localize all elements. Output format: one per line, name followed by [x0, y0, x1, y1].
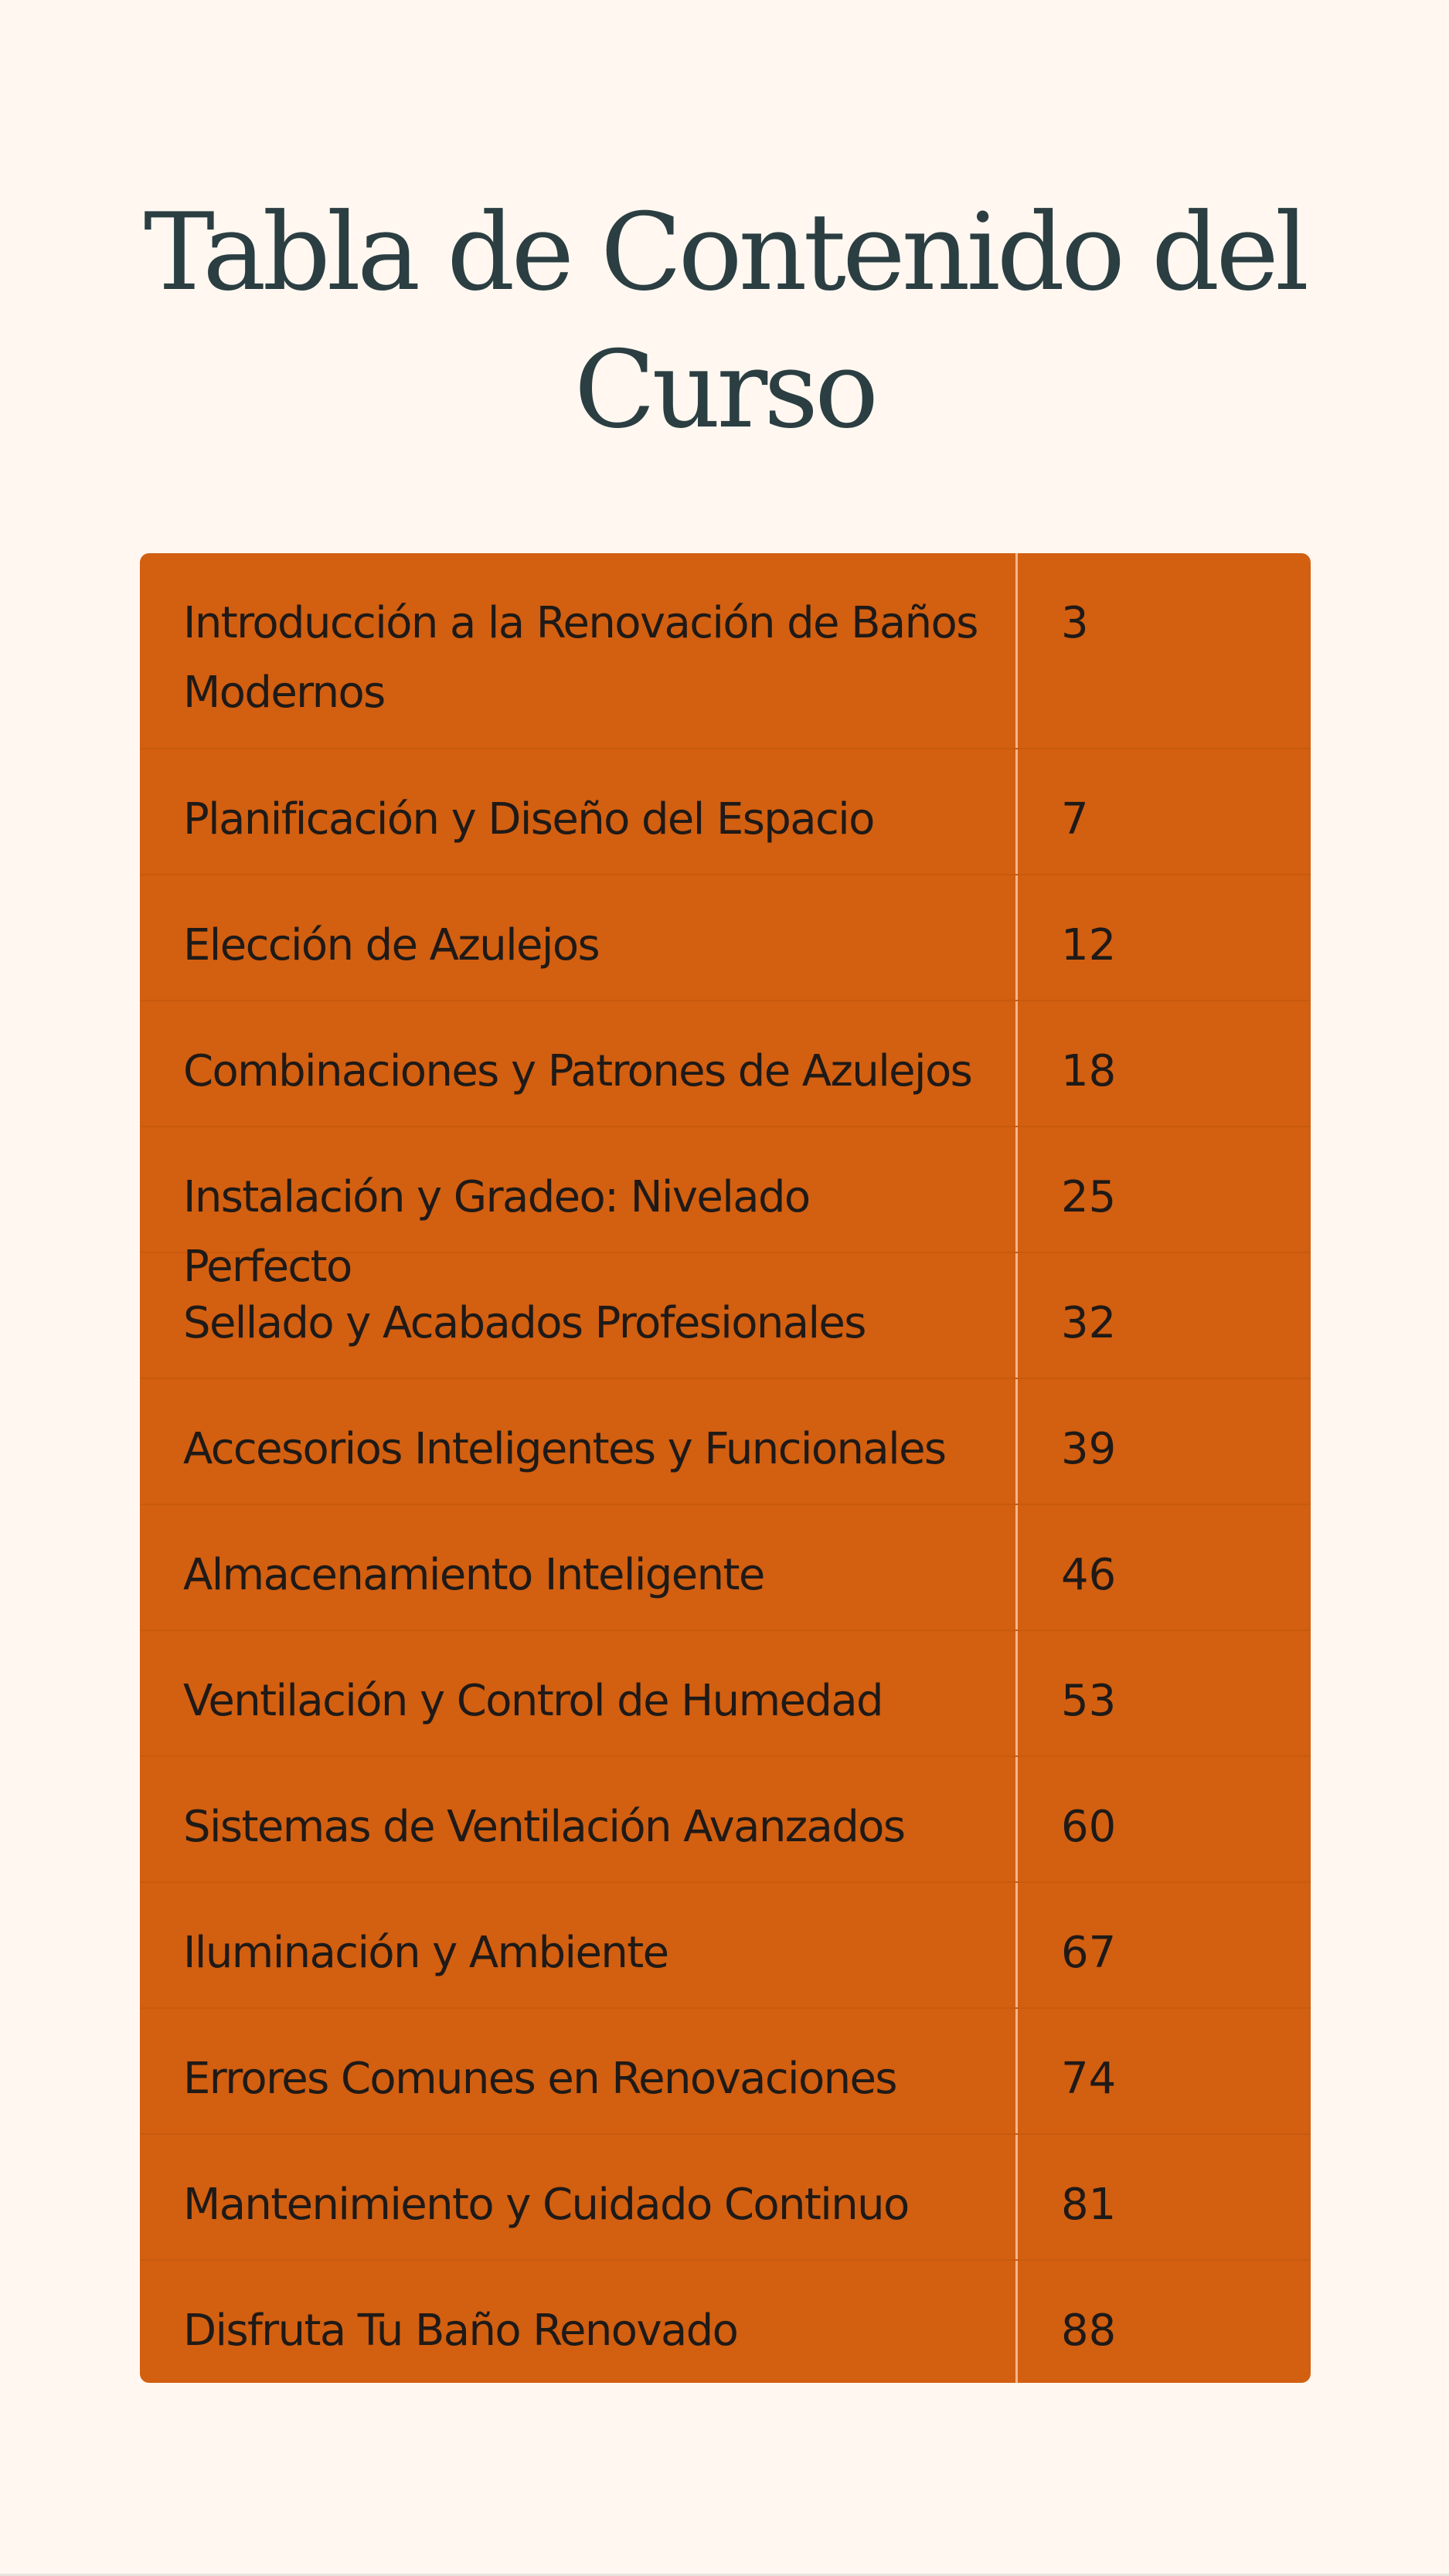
chapter-title: Disfruta Tu Baño Renovado — [183, 2306, 738, 2356]
chapter-title: Mantenimiento y Cuidado Continuo — [183, 2180, 909, 2230]
chapter-title: Sistemas de Ventilación Avanzados — [183, 1802, 905, 1852]
table-row[interactable] — [140, 1001, 1311, 1127]
table-row[interactable] — [140, 1883, 1311, 2009]
page-number: 46 — [1061, 1550, 1117, 1600]
page-number: 7 — [1061, 794, 1089, 845]
chapter-title: Ventilación y Control de Humedad — [183, 1676, 883, 1726]
page-number: 88 — [1061, 2306, 1117, 2356]
table-row[interactable] — [140, 1757, 1311, 1883]
table-row[interactable] — [140, 1253, 1311, 1379]
chapter-title: Instalación y Gradeo: Nivelado Perfecto — [183, 1172, 810, 1292]
page-number: 60 — [1061, 1802, 1117, 1852]
page-number: 32 — [1061, 1298, 1117, 1348]
chapter-title: Introducción a la Renovación de Baños Modernos — [183, 598, 978, 718]
chapter-title: Iluminación y Ambiente — [183, 1928, 668, 1978]
table-row[interactable] — [140, 749, 1311, 875]
table-of-contents — [140, 553, 1311, 2383]
table-row[interactable] — [140, 2261, 1311, 2383]
page-number: 39 — [1061, 1424, 1117, 1474]
chapter-title: Almacenamiento Inteligente — [183, 1550, 764, 1600]
page-number: 74 — [1061, 2054, 1117, 2104]
table-row[interactable] — [140, 1379, 1311, 1505]
page-title: Tabla de Contenido del Curso — [143, 190, 1306, 452]
chapter-title: Combinaciones y Patrones de Azulejos — [183, 1046, 972, 1096]
table-row[interactable] — [140, 1631, 1311, 1757]
page-number: 53 — [1061, 1676, 1117, 1726]
table-row[interactable] — [140, 2009, 1311, 2135]
page-number: 67 — [1061, 1928, 1117, 1978]
chapter-title: Sellado y Acabados Profesionales — [183, 1298, 866, 1348]
page-number: 12 — [1061, 920, 1117, 970]
table-row[interactable] — [140, 2135, 1311, 2261]
chapter-title: Elección de Azulejos — [183, 920, 600, 970]
chapter-title: Errores Comunes en Renovaciones — [183, 2054, 896, 2104]
page-number: 18 — [1061, 1046, 1117, 1096]
table-row[interactable] — [140, 1505, 1311, 1631]
table-row[interactable] — [140, 553, 1311, 749]
table-row[interactable] — [140, 875, 1311, 1001]
page-number: 81 — [1061, 2180, 1117, 2230]
table-row[interactable] — [140, 1127, 1311, 1292]
chapter-title: Planificación y Diseño del Espacio — [183, 794, 874, 845]
chapter-title: Accesorios Inteligentes y Funcionales — [183, 1424, 946, 1474]
page-number: 25 — [1061, 1172, 1117, 1222]
page-number: 3 — [1061, 598, 1089, 648]
